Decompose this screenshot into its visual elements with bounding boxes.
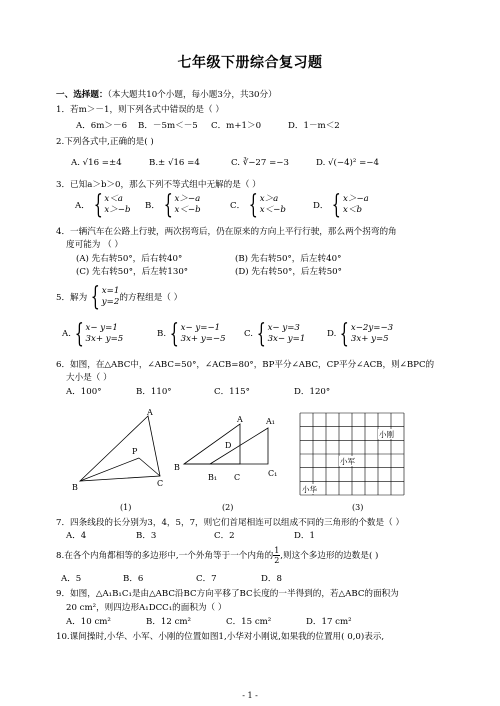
q6-stem: 6．如图，在△ABC中，∠ABC=50°，∠ACB=80°，BP平分∠ABC，CP平分∠ACB，则∠BPC的 — [56, 360, 435, 370]
fig1-label-b: B — [72, 483, 78, 492]
section-label: 一、选择题： — [56, 90, 108, 100]
section-note: （本大题共10个小题，每小题3分，共30分） — [107, 90, 277, 100]
page-title: 七年级下册综合复习题 — [177, 55, 323, 71]
fig2-label-b: B — [174, 463, 180, 472]
fig1-caption: (1) — [120, 503, 132, 512]
q8-fraction: $\frac{1}{2}$ — [274, 546, 280, 565]
q6-option-a: A．100° — [66, 387, 102, 397]
q1-option-a: A．6m＞－6 — [76, 121, 128, 131]
q4-option-c: (C) 先右转50°，后左转130° — [76, 267, 189, 277]
q8-option-b: B．6 — [123, 574, 144, 584]
fig3-label-xiaojun: 小军 — [340, 457, 355, 466]
fig1-label-p: P — [132, 447, 138, 456]
fig3-label-xiaohua: 小华 — [302, 485, 317, 494]
section-heading — [56, 90, 277, 101]
q10-stem: 10.课间操时,小华、小军、小刚的位置如图1,小华对小刚说,如果我的位置用( 0,0)表示, — [56, 632, 385, 642]
q2-option-a: A. √16 =±4 — [71, 158, 122, 168]
q2-option-d: D. √(−4)² =−4 — [316, 158, 379, 168]
figures — [0, 400, 500, 512]
fig2-label-c: C — [234, 473, 241, 482]
q4-stem-cont: 度可能为 （ ） — [66, 240, 124, 250]
q5-option-b: B. { x− y=−1 3x+ y=−5 — [157, 319, 226, 349]
figure-1 — [72, 408, 163, 492]
fig2-label-a: A — [237, 415, 243, 424]
q5-option-a: A. { x− y=1 3x+ y=5 — [62, 319, 124, 349]
fig2-label-b1: B₁ — [208, 473, 218, 482]
q7-option-d: D．1 — [294, 531, 315, 541]
q2-stem: 2.下列各式中,正确的是( ) — [56, 137, 154, 147]
q1-option-c: C．m+1＞0 — [211, 121, 262, 131]
q9-option-d: D．17 cm² — [306, 617, 352, 627]
q1-option-b: B．－5m＜－5 — [138, 121, 198, 131]
q1-stem: 1．若m＞－1，则下列各式中错误的是（ ） — [56, 105, 224, 115]
q7-option-c: C．2 — [214, 531, 235, 541]
fig1-label-c: C — [157, 479, 164, 488]
q5-stem: 5．解为 { x=1 y=2的方程组是（ ） — [56, 282, 183, 312]
q3-option-c: C． { x＞a x＜−b — [230, 190, 286, 220]
q3-option-b: B． { x＞−a x＜−b — [145, 190, 201, 220]
figure-3-grid — [300, 413, 404, 495]
q7-stem: 7．四条线段的长分别为3，4，5，7，则它们首尾相连可以组成不同的三角形的个数是（ ） — [56, 518, 405, 528]
q5-options — [62, 319, 482, 350]
q3-stem: 3．已知a＞b＞0，那么下列不等式组中无解的是（ ） — [56, 180, 261, 190]
q7-option-b: B．3 — [136, 531, 157, 541]
q3-option-d: D． { x＞−a x＜b — [313, 190, 369, 220]
q6-option-b: B．110° — [136, 387, 172, 397]
q5-option-d: D. { x−2y=−3 3x+ y=5 — [327, 319, 394, 349]
q4-option-d: (D) 先右转50°，后左转50° — [235, 267, 342, 277]
q7-option-a: A．4 — [66, 531, 87, 541]
q3-option-a: A． { x＜a x＞−b — [75, 190, 131, 220]
q8-option-c: C．7 — [196, 574, 217, 584]
q4-option-a: (A) 先右转50°，后右转40° — [76, 254, 183, 264]
fig3-label-xiaogang: 小刚 — [379, 430, 394, 439]
q8-option-d: D．8 — [261, 574, 282, 584]
q8-option-a: A．5 — [61, 574, 82, 584]
q1-option-d: D．1－m＜2 — [288, 121, 340, 131]
q2-option-b: B.± √16 =4 — [149, 158, 200, 168]
q9-option-c: C．15 cm² — [226, 617, 272, 627]
q9-option-b: B．12 cm² — [146, 617, 191, 627]
q9-stem: 9．如图，△A₁B₁C₁是由△ABC沿BC方向平移了BC长度的一半得到的，若△ABC的面积为 — [56, 589, 399, 599]
q5-option-c: C. { x− y=3 3x− y=1 — [244, 319, 306, 349]
q9-option-a: A．10 cm² — [66, 617, 111, 627]
fig2-label-a1: A₁ — [266, 417, 275, 426]
fig2-label-c1: C₁ — [268, 469, 278, 478]
q6-option-d: D．120° — [294, 387, 331, 397]
fig1-label-a: A — [147, 408, 153, 417]
q3-options — [75, 190, 475, 221]
fig2-label-d: D — [225, 441, 232, 450]
figure-2 — [174, 415, 277, 482]
q4-option-b: (B) 先右转50°，后左转40° — [235, 254, 342, 264]
fig3-caption: (3) — [352, 503, 364, 512]
q2-option-c: C. ∛−27 =−3 — [231, 158, 289, 168]
fig2-caption: (2) — [222, 503, 234, 512]
page-number: - 1 - — [242, 691, 258, 700]
q6-stem-cont: 大小是（ ） — [66, 373, 112, 383]
q4-stem: 4．一辆汽车在公路上行驶，两次拐弯后，仍在原来的方向上平行行驶，那么两个拐弯的角 — [56, 227, 397, 237]
q9-stem-cont: 20 cm²，则四边形A₁DCC₁的面积为（ ） — [66, 603, 227, 613]
q6-option-c: C．115° — [214, 387, 250, 397]
q8-stem: 8.在各个内角都相等的多边形中,一个外角等于一个内角的 $\frac{1}{2}$ ,则这个多边形的边数是( ) — [56, 546, 379, 565]
